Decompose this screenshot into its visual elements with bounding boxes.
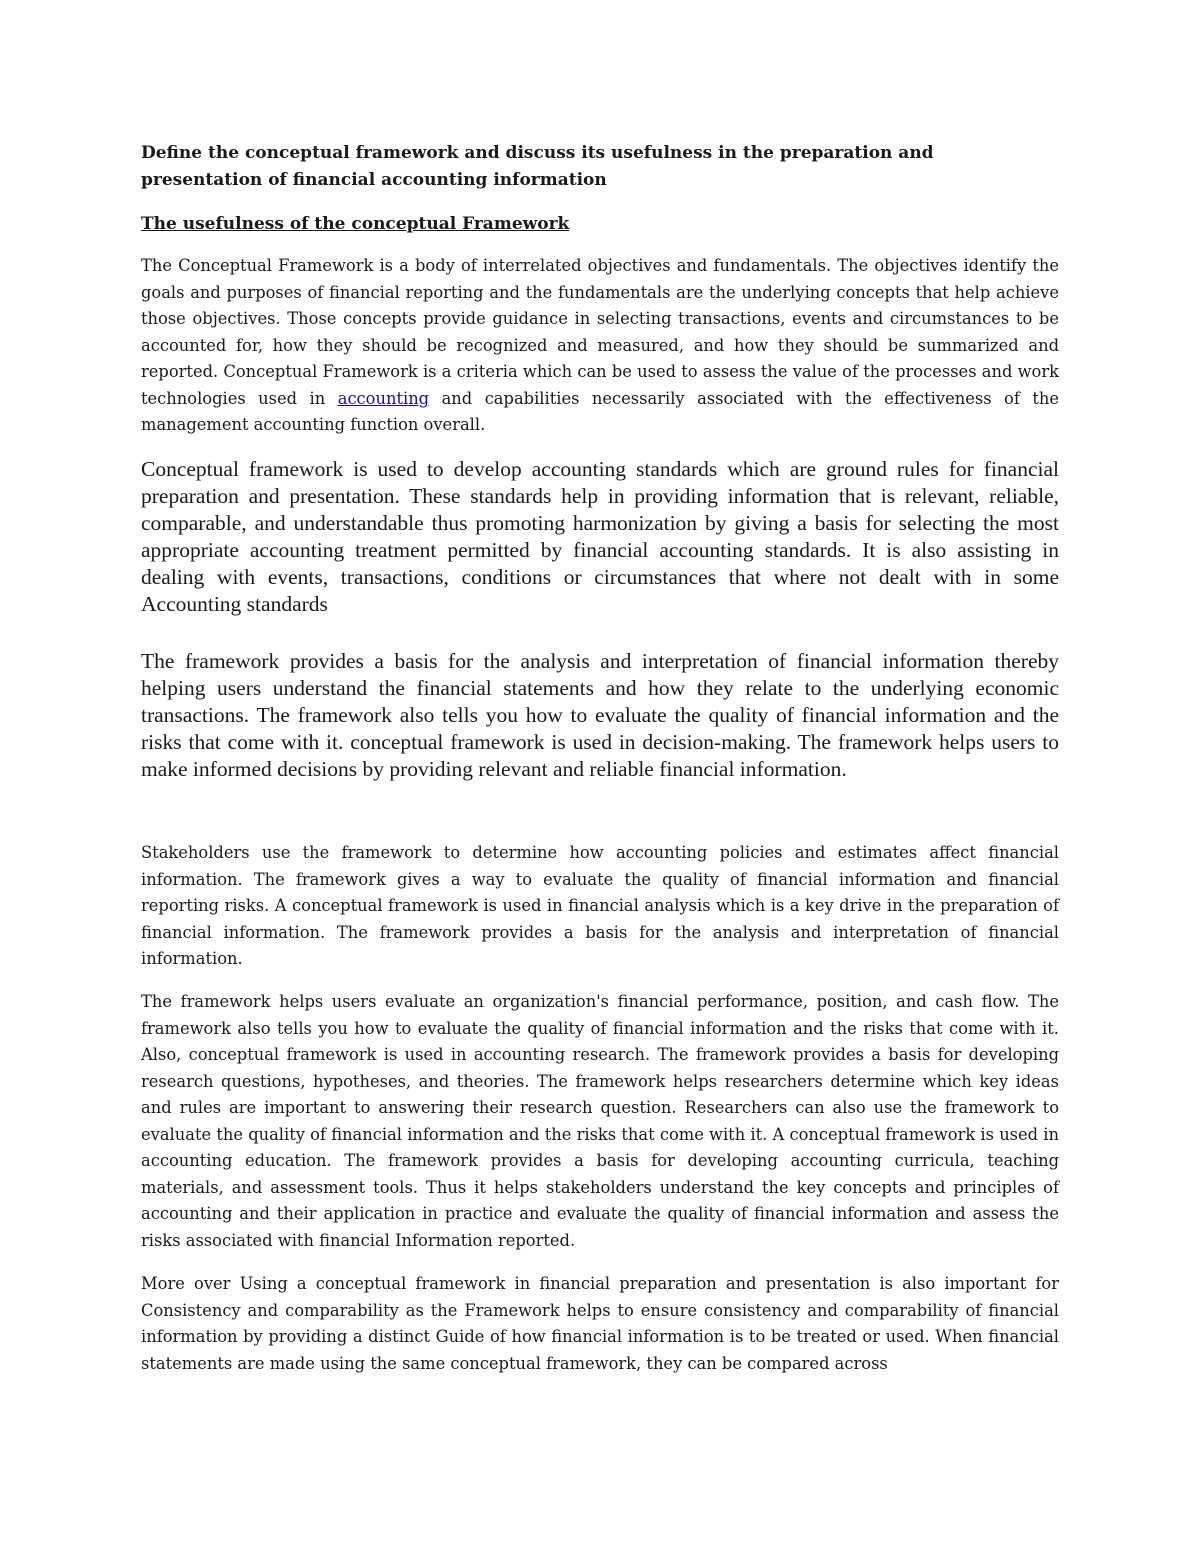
paragraph-6: More over Using a conceptual framework in financial preparation and presentation is also important for Consistency and comparability as the Framework helps to ensure consistency and comparability of financial information by providing a distinct Guide of how financial information is to be treated or used. When financial statements are made using the same conceptual framework, they can be compared across <box>141 1274 1059 1373</box>
paragraph-1 <box>141 253 1059 439</box>
section-heading: The usefulness of the conceptual Framework <box>141 214 570 234</box>
paragraph-5: The framework helps users evaluate an organization's financial performance, position, and cash flow. The framework also tells you how to evaluate the quality of financial information and the risks that come with it. Also, conceptual framework is used in accounting research. The framework provides a basis for developing research questions, hypotheses, and theories. The framework helps researchers determine which key ideas and rules are important to answering their research question. Researchers can also use the framework to evaluate the quality of financial information and the risks that come with it. A conceptual framework is used in accounting education. The framework provides a basis for developing accounting curricula, teaching materials, and assessment tools. Thus it helps stakeholders understand the key concepts and principles of accounting and their application in practice and evaluate the quality of financial information and assess the risks associated with financial Information reported. <box>141 992 1059 1250</box>
paragraph-3: The framework provides a basis for the analysis and interpretation of financial information thereby helping users understand the financial statements and how they relate to the underlying economic transactions. The framework also tells you how to evaluate the quality of financial information and the risks that come with it. conceptual framework is used in decision-making. The framework helps users to make informed decisions by providing relevant and reliable financial information. <box>141 649 1059 781</box>
paragraph-1-text-end: and capabilities necessarily associated with the effectiveness of the management accounting function overall. <box>141 388 1059 434</box>
paragraph-1-text-start: The Conceptual Framework is a body of interrelated objectives and fundamentals. The objectives identify the goals and purposes of financial reporting and the fundamentals are the underlying concepts that help achieve those objectives. Those concepts provide guidance in selecting transactions, events and circumstances to be accounted for, how they should be recognized and measured, and how they should be summarized and reported. Conceptual Framework is a criteria which can be used to assess the value of the processes and work technologies used in <box>141 256 1059 408</box>
document-title: Define the conceptual framework and discuss its usefulness in the preparation and presentation of financial accounting information <box>141 143 934 190</box>
paragraph-4: Stakeholders use the framework to determine how accounting policies and estimates affect financial information. The framework gives a way to evaluate the quality of financial information and financial reporting risks. A conceptual framework is used in financial analysis which is a key drive in the preparation of financial information. The framework provides a basis for the analysis and interpretation of financial information. <box>141 843 1059 968</box>
accounting-link[interactable]: accounting <box>337 388 430 408</box>
paragraph-2: Conceptual framework is used to develop accounting standards which are ground rules for financial preparation and presentation. These standards help in providing information that is relevant, reliable, comparable, and understandable thus promoting harmonization by giving a basis for selecting the most appropriate accounting treatment permitted by financial accounting standards. It is also assisting in dealing with events, transactions, conditions or circumstances that where not dealt with in some Accounting standards <box>141 457 1059 616</box>
